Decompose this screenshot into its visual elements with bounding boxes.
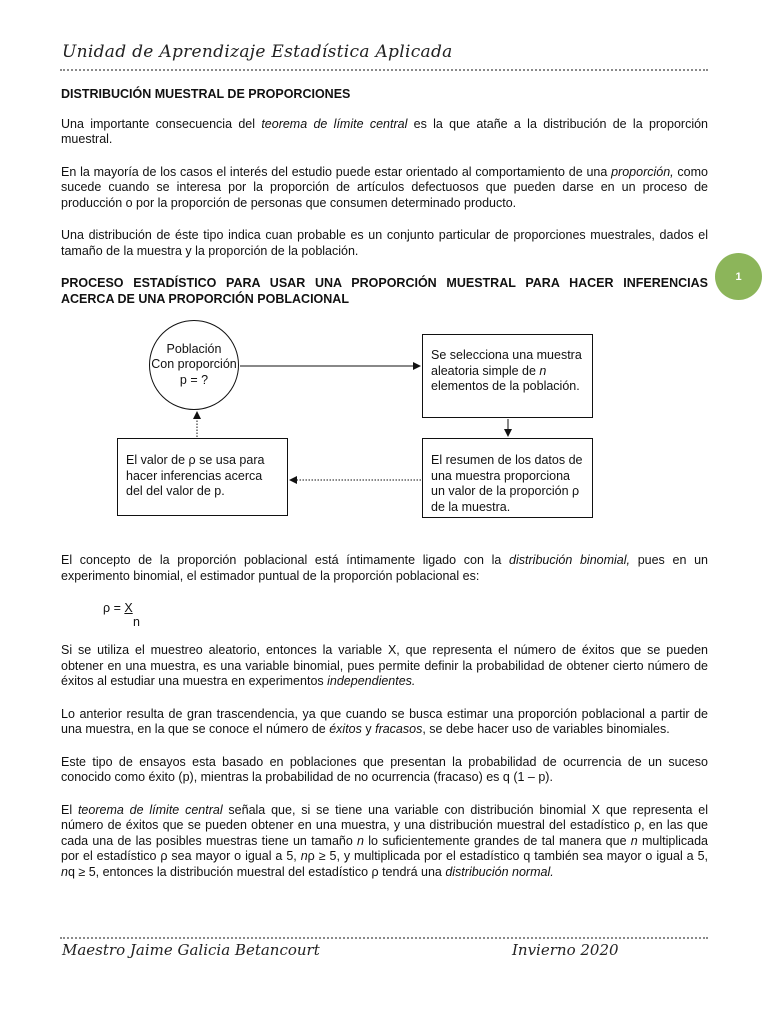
section-heading: DISTRIBUCIÓN MUESTRAL DE PROPORCIONES (61, 87, 351, 101)
paragraph-6: Lo anterior resulta de gran trascendencia, ya que cuando se busca estimar una proporción poblacional a partir de una muestra, en la que se conoce el número de éxitos y fracasos, se debe hacer uso de variables binomiales. (61, 706, 708, 736)
paragraph-5: Si se utiliza el muestreo aleatorio, entonces la variable X, que representa el número de éxitos que se pueden obtener en una muestra, es una variable binomial, pues permite definir la probabilidad de obtener cierto número de éxitos al estudiar una muestra en experimentos independientes. (61, 643, 708, 688)
footer-dotted-rule (60, 937, 708, 939)
inference-box: El valor de ρ se usa para hacer inferencias acerca del del valor de p. (117, 438, 288, 516)
paragraph-4: El concepto de la proporción poblacional está íntimamente ligado con la distribución binomial, pues en un experimento binomial, el estimador puntual de la proporción poblacional es: (61, 553, 708, 583)
footer-term: Invierno 2020 (512, 941, 619, 959)
population-circle: Población Con proporción p = ? (149, 320, 239, 410)
footer-author: Maestro Jaime Galicia Betancourt (62, 941, 320, 959)
document-body (61, 87, 708, 897)
sample-selection-box: Se selecciona una muestra aleatoria simple de n elementos de la población. (422, 334, 593, 418)
proportion-formula: ρ = X n (103, 601, 708, 629)
paragraph-1: Una importante consecuencia del teorema de límite central es la que atañe a la distribución de la proporción muestral. (61, 116, 709, 146)
formula-denominator: n (133, 615, 140, 629)
header-title: Unidad de Aprendizaje Estadística Aplicada (62, 42, 453, 62)
paragraph-3: Una distribución de éste tipo indica cuan probable es un conjunto particular de proporciones muestrales, dados el tamaño de la muestra y la proporción de la población. (61, 228, 708, 258)
paragraph-7: Este tipo de ensayos esta basado en poblaciones que presentan la probabilidad de ocurrencia de un suceso conocido como éxito (p), mientras la probabilidad de no ocurrencia (fracaso) es q (1 – p). (61, 754, 708, 784)
process-heading: PROCESO ESTADÍSTICO PARA USAR UNA PROPORCIÓN MUESTRAL PARA HACER INFERENCIAS ACERCA DE UNA PROPORCIÓN POBLACIONAL (61, 276, 708, 306)
formula-numerator: X (124, 601, 133, 615)
sample-summary-box: El resumen de los datos de una muestra proporciona un valor de la proporción ρ de la muestra. (422, 438, 593, 518)
header-dotted-rule (60, 69, 708, 71)
page-number-badge: 1 (715, 253, 762, 300)
paragraph-8: El teorema de límite central señala que, si se tiene una variable con distribución binomial X que representa el número de éxitos que se pueden obtener en una muestra, y una distribución muestral del estadístico ρ, en las que cada una de las posibles muestras tiene un tamaño n lo suficientemente grandes de tal manera que n multiplicada por el estadístico ρ sea mayor o igual a 5, nρ ≥ 5, y multiplicada por el estadístico q también sea mayor o igual a 5, nq ≥ 5, entonces la distribución muestral del estadístico ρ tendrá una distribución normal. (61, 802, 708, 879)
process-diagram (61, 307, 708, 537)
paragraph-2: En la mayoría de los casos el interés del estudio puede estar orientado al comportamiento de una proporción, como sucede cuando se interesa por la proporción de artículos defectuosos que pueden darse en un proceso de producción o por la proporción de personas que consumen determinado producto. (61, 164, 708, 210)
